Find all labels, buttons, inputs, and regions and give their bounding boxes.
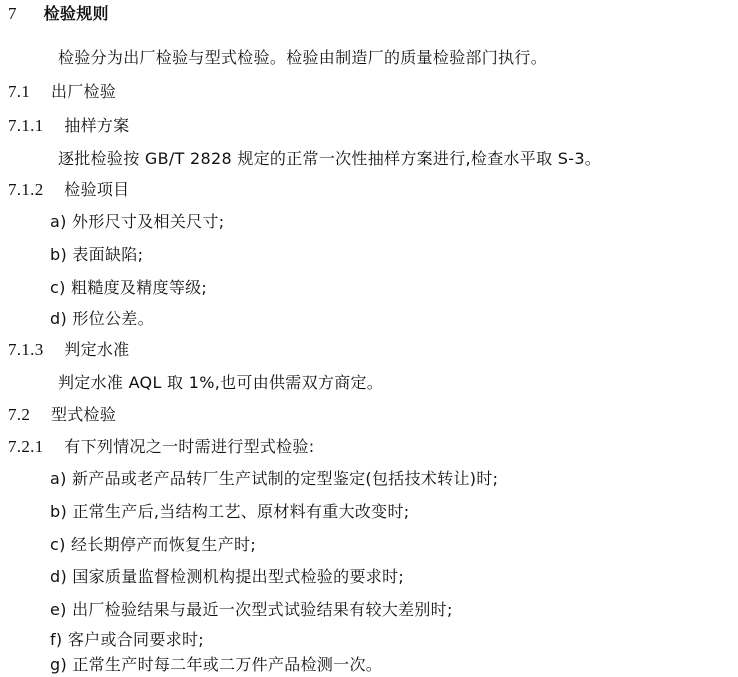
list-item: d) 形位公差。 <box>50 309 154 328</box>
subsection-title: 出厂检验 <box>50 82 117 101</box>
subsection-number: 7.1 <box>8 82 31 101</box>
section-number: 7 <box>8 4 17 23</box>
list-item: g) 正常生产时每二年或二万件产品检测一次。 <box>50 655 383 674</box>
clause-title: 有下列情况之一时需进行型式检验: <box>64 437 315 456</box>
clause-number: 7.1.1 <box>8 116 44 135</box>
clause-number: 7.1.2 <box>8 180 44 199</box>
section-title: 检验规则 <box>43 4 109 23</box>
subsection-title: 型式检验 <box>50 405 117 424</box>
list-item: f) 客户或合同要求时; <box>50 630 204 649</box>
clause-heading-7-1-1 <box>8 116 129 136</box>
clause-heading-7-2-1 <box>8 437 314 457</box>
clause-heading-7-1-3 <box>8 340 129 360</box>
clause-number: 7.1.3 <box>8 340 44 359</box>
list-item: b) 正常生产后,当结构工艺、原材料有重大改变时; <box>50 502 410 521</box>
list-item: c) 粗糙度及精度等级; <box>50 278 208 297</box>
list-item: b) 表面缺陷; <box>50 245 144 264</box>
clause-number: 7.2.1 <box>8 437 44 456</box>
clause-title: 抽样方案 <box>64 116 130 135</box>
list-item: e) 出厂检验结果与最近一次型式试验结果有较大差别时; <box>50 600 453 619</box>
clause-heading-7-1-2 <box>8 180 129 200</box>
clause-title: 判定水准 <box>64 340 130 359</box>
clause-text-7-1-3: 判定水准 AQL 取 1%,也可由供需双方商定。 <box>58 373 384 392</box>
clause-text-7-1-1: 逐批检验按 GB/T 2828 规定的正常一次性抽样方案进行,检查水平取 S-3。 <box>58 149 602 168</box>
section-intro: 检验分为出厂检验与型式检验。检验由制造厂的质量检验部门执行。 <box>58 48 548 67</box>
section-heading <box>8 4 109 24</box>
subsection-heading-7-2 <box>8 405 116 425</box>
list-item: d) 国家质量监督检测机构提出型式检验的要求时; <box>50 567 405 586</box>
list-item: a) 新产品或老产品转厂生产试制的定型鉴定(包括技术转让)时; <box>50 469 499 488</box>
list-item: c) 经长期停产而恢复生产时; <box>50 535 257 554</box>
subsection-heading-7-1 <box>8 82 116 102</box>
list-item: a) 外形尺寸及相关尺寸; <box>50 212 225 231</box>
clause-title: 检验项目 <box>64 180 130 199</box>
subsection-number: 7.2 <box>8 405 31 424</box>
